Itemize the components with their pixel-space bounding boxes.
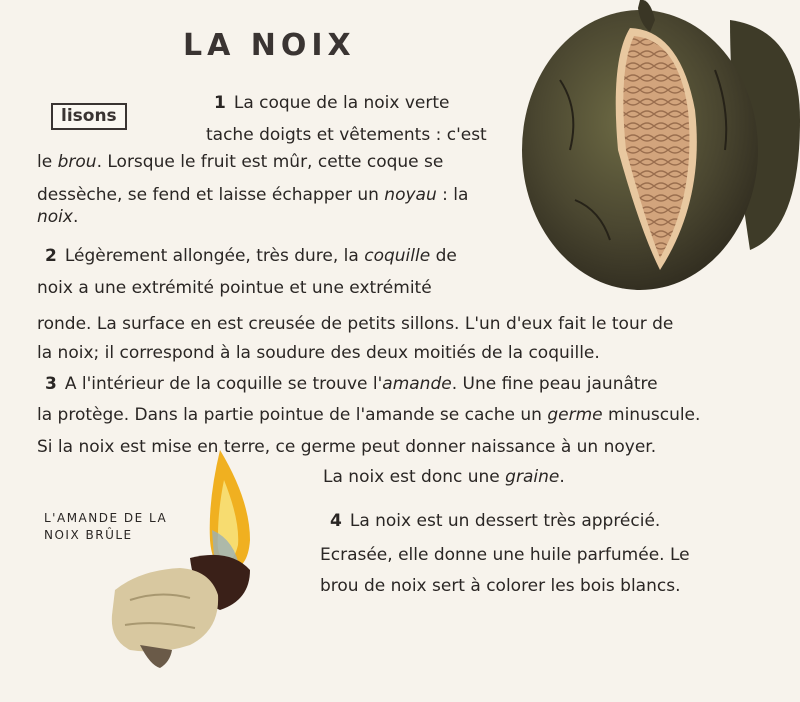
p3-line1: 3 A l'intérieur de la coquille se trouve l'amande. Une fine peau jaunâtre [45,374,658,394]
p4-line2: Ecrasée, elle donne une huile parfumée. Le [320,545,690,565]
figure-caption: L'AMANDE DE LA NOIX BRÛLE [44,511,168,542]
page-title: LA NOIX [183,28,356,63]
p1-line3: le brou. Lorsque le fruit est mûr, cette coque se [37,152,444,172]
p2-line4: la noix; il correspond à la soudure des deux moitiés de la coquille. [37,343,600,363]
p1-line1: 1 La coque de la noix verte [214,93,450,113]
burning-kernel-illustration [100,440,270,670]
p2-line2: noix a une extrémité pointue et une extrémité [37,278,432,298]
p2-number: 2 [45,246,57,266]
p2-line1: 2 Légèrement allongée, très dure, la coquille de [45,246,457,266]
walnut-illustration [500,0,800,310]
p3-number: 3 [45,374,57,394]
p1-line5: noix. [37,207,79,227]
p2-line3: ronde. La surface en est creusée de petits sillons. L'un d'eux fait le tour de [37,314,674,334]
lisons-badge: lisons [51,103,127,130]
p1-number: 1 [214,93,226,113]
p1-line2: tache doigts et vêtements : c'est [206,125,487,145]
p3-line3: Si la noix est mise en terre, ce germe peut donner naissance à un noyer. [37,437,657,457]
p1-line4: dessèche, se fend et laisse échapper un noyau : la [37,185,469,205]
p4-number: 4 [330,511,342,531]
p3-line4: La noix est donc une graine. [323,467,565,487]
p3-line2: la protège. Dans la partie pointue de l'amande se cache un germe minuscule. [37,405,701,425]
p4-line3: brou de noix sert à colorer les bois blancs. [320,576,681,596]
p4-line1: 4 La noix est un dessert très apprécié. [330,511,661,531]
